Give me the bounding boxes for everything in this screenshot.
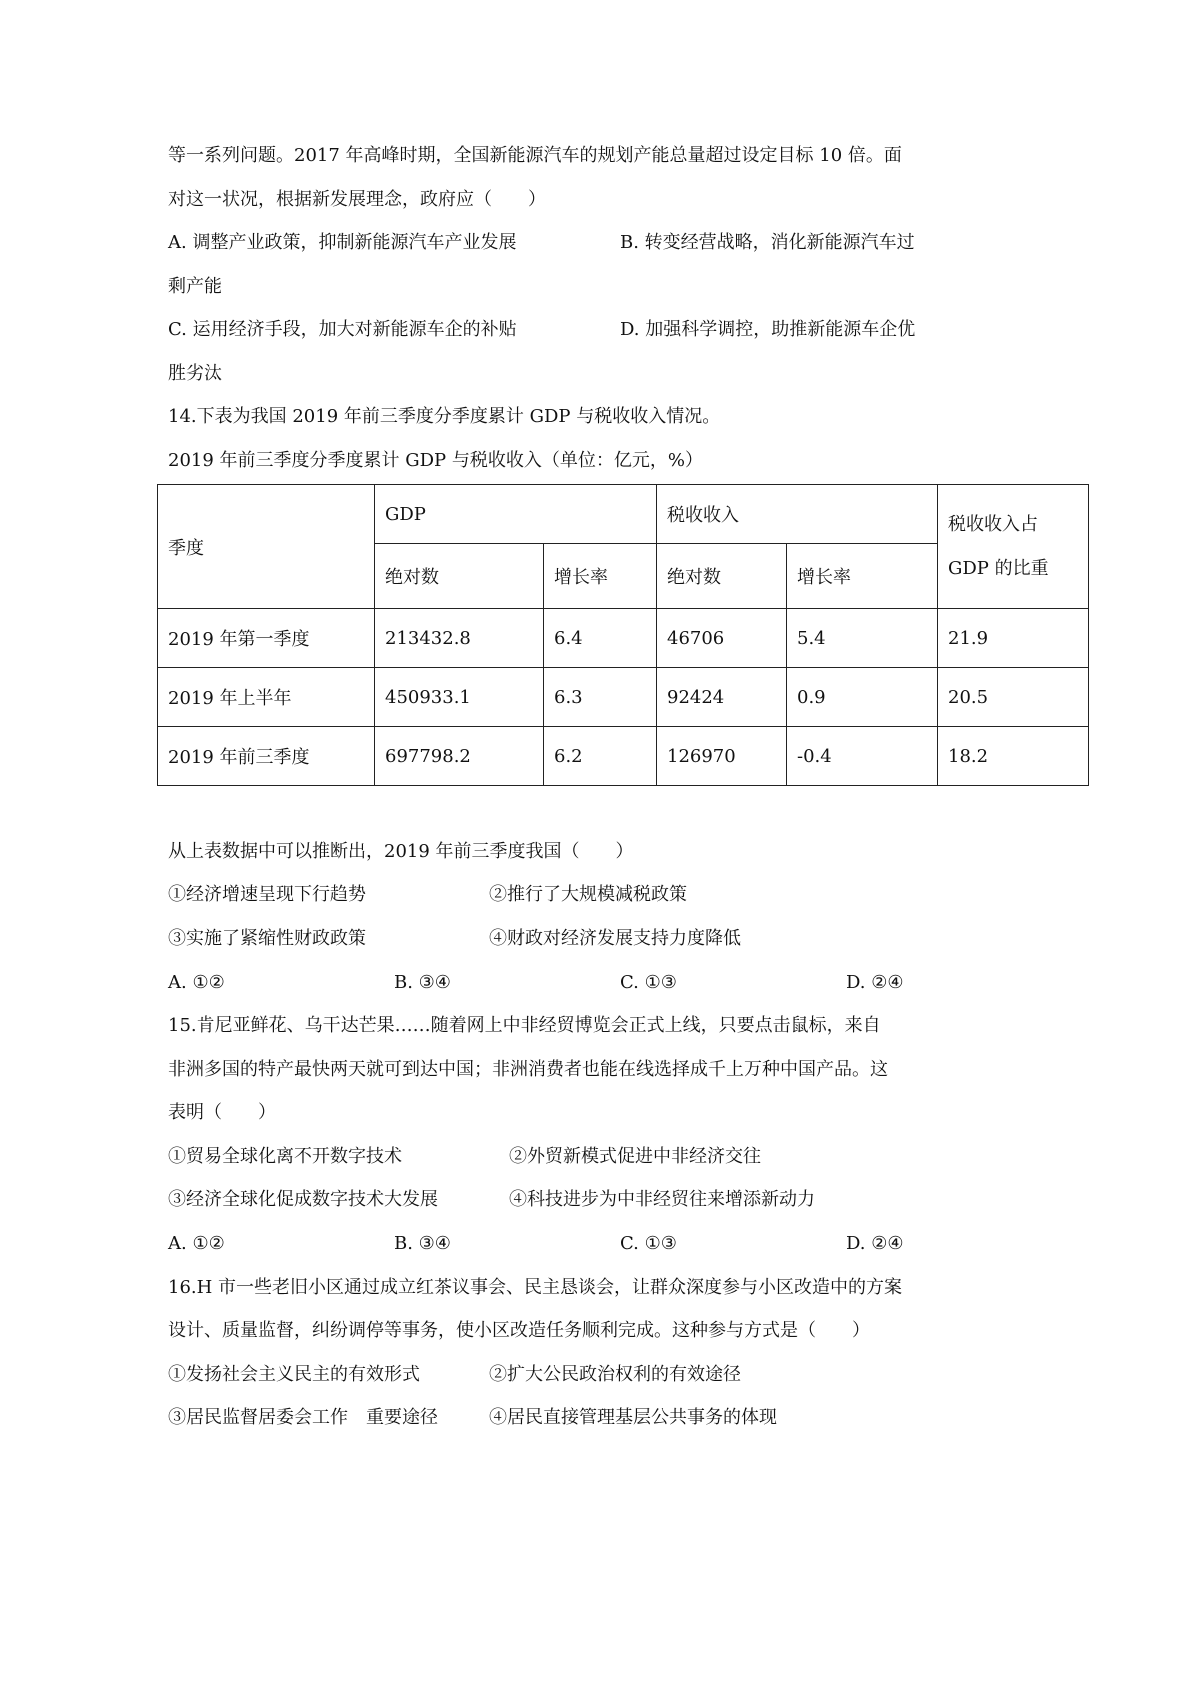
statement-1: ①发扬社会主义民主的有效形式 xyxy=(168,1364,420,1385)
option-b: B. ③④ xyxy=(394,972,451,993)
statement-3: ③居民监督居委会工作 重要途径 xyxy=(168,1407,438,1428)
header-abs: 绝对数 xyxy=(657,544,787,609)
cell: 450933.1 xyxy=(375,668,544,727)
statement-2: ②扩大公民政治权利的有效途径 xyxy=(489,1364,741,1385)
cell: -0.4 xyxy=(787,727,938,786)
statement-3: ③实施了紧缩性财政政策 xyxy=(168,928,366,949)
option-a: A. 调整产业政策，抑制新能源汽车产业发展 xyxy=(168,232,517,253)
text-line: 设计、质量监督，纠纷调停等事务，使小区改造任务顺利完成。这种参与方式是（ ） xyxy=(168,1320,870,1341)
option-a: A. ①② xyxy=(168,972,225,993)
cell: 2019 年上半年 xyxy=(158,668,375,727)
statement-2: ②外贸新模式促进中非经济交往 xyxy=(509,1146,761,1167)
text-line: 对这一状况，根据新发展理念，政府应（ ） xyxy=(168,189,546,210)
cell: 0.9 xyxy=(787,668,938,727)
option-c: C. ①③ xyxy=(620,972,677,993)
option-a: A. ①② xyxy=(168,1233,225,1254)
option-c: C. 运用经济手段，加大对新能源车企的补贴 xyxy=(168,319,517,340)
cell: 126970 xyxy=(657,727,787,786)
option-b: B. 转变经营战略，消化新能源汽车过 xyxy=(620,232,915,253)
table-caption: 2019 年前三季度分季度累计 GDP 与税收收入（单位：亿元，%） xyxy=(168,450,703,471)
cell: 5.4 xyxy=(787,609,938,668)
table-row xyxy=(158,668,1089,727)
text-line: 等一系列问题。2017 年高峰时期，全国新能源汽车的规划产能总量超过设定目标 10 倍。面 xyxy=(168,145,902,166)
cell: 2019 年第一季度 xyxy=(158,609,375,668)
statement-4: ④财政对经济发展支持力度降低 xyxy=(489,928,741,949)
cell: 6.3 xyxy=(544,668,657,727)
cell: 21.9 xyxy=(938,609,1089,668)
table-row xyxy=(158,609,1089,668)
cell: 2019 年前三季度 xyxy=(158,727,375,786)
statement-1: ①经济增速呈现下行趋势 xyxy=(168,884,366,905)
cell: 46706 xyxy=(657,609,787,668)
cell: 213432.8 xyxy=(375,609,544,668)
header-ratio xyxy=(938,485,1089,609)
cell: 697798.2 xyxy=(375,727,544,786)
option-d: D. ②④ xyxy=(846,1233,904,1254)
statement-4: ④居民直接管理基层公共事务的体现 xyxy=(489,1407,777,1428)
question-stem: 14.下表为我国 2019 年前三季度分季度累计 GDP 与税收收入情况。 xyxy=(168,406,721,427)
option-c: C. ①③ xyxy=(620,1233,677,1254)
cell: 6.4 xyxy=(544,609,657,668)
header-abs: 绝对数 xyxy=(375,544,544,609)
text-line: 表明（ ） xyxy=(168,1102,276,1123)
header-ratio-line1: 税收收入占 xyxy=(948,513,1038,535)
text-line: 非洲多国的特产最快两天就可到达中国；非洲消费者也能在线选择成千上万种中国产品。这 xyxy=(168,1059,888,1080)
option-d: D. ②④ xyxy=(846,972,904,993)
text-line: 16.H 市一些老旧小区通过成立红茶议事会、民主恳谈会，让群众深度参与小区改造中的方案 xyxy=(168,1277,903,1298)
statement-2: ②推行了大规模减税政策 xyxy=(489,884,687,905)
cell: 18.2 xyxy=(938,727,1089,786)
option-d-cont: 胜劣汰 xyxy=(168,363,222,384)
header-ratio-line2: GDP 的比重 xyxy=(948,557,1049,579)
cell: 92424 xyxy=(657,668,787,727)
header-rate: 增长率 xyxy=(787,544,938,609)
header-tax: 税收收入 xyxy=(657,485,938,544)
header-season: 季度 xyxy=(158,485,375,609)
table-row xyxy=(158,727,1089,786)
cell: 6.2 xyxy=(544,727,657,786)
header-gdp: GDP xyxy=(375,485,657,544)
cell: 20.5 xyxy=(938,668,1089,727)
data-table xyxy=(157,484,1089,786)
statement-4: ④科技进步为中非经贸往来增添新动力 xyxy=(509,1189,815,1210)
option-b-cont: 剩产能 xyxy=(168,276,222,297)
question-text: 从上表数据中可以推断出，2019 年前三季度我国（ ） xyxy=(168,841,634,862)
statement-1: ①贸易全球化离不开数字技术 xyxy=(168,1146,402,1167)
option-d: D. 加强科学调控，助推新能源车企优 xyxy=(620,319,916,340)
statement-3: ③经济全球化促成数字技术大发展 xyxy=(168,1189,438,1210)
header-rate: 增长率 xyxy=(544,544,657,609)
option-b: B. ③④ xyxy=(394,1233,451,1254)
text-line: 15.肯尼亚鲜花、乌干达芒果……随着网上中非经贸博览会正式上线，只要点击鼠标，来自 xyxy=(168,1015,881,1036)
